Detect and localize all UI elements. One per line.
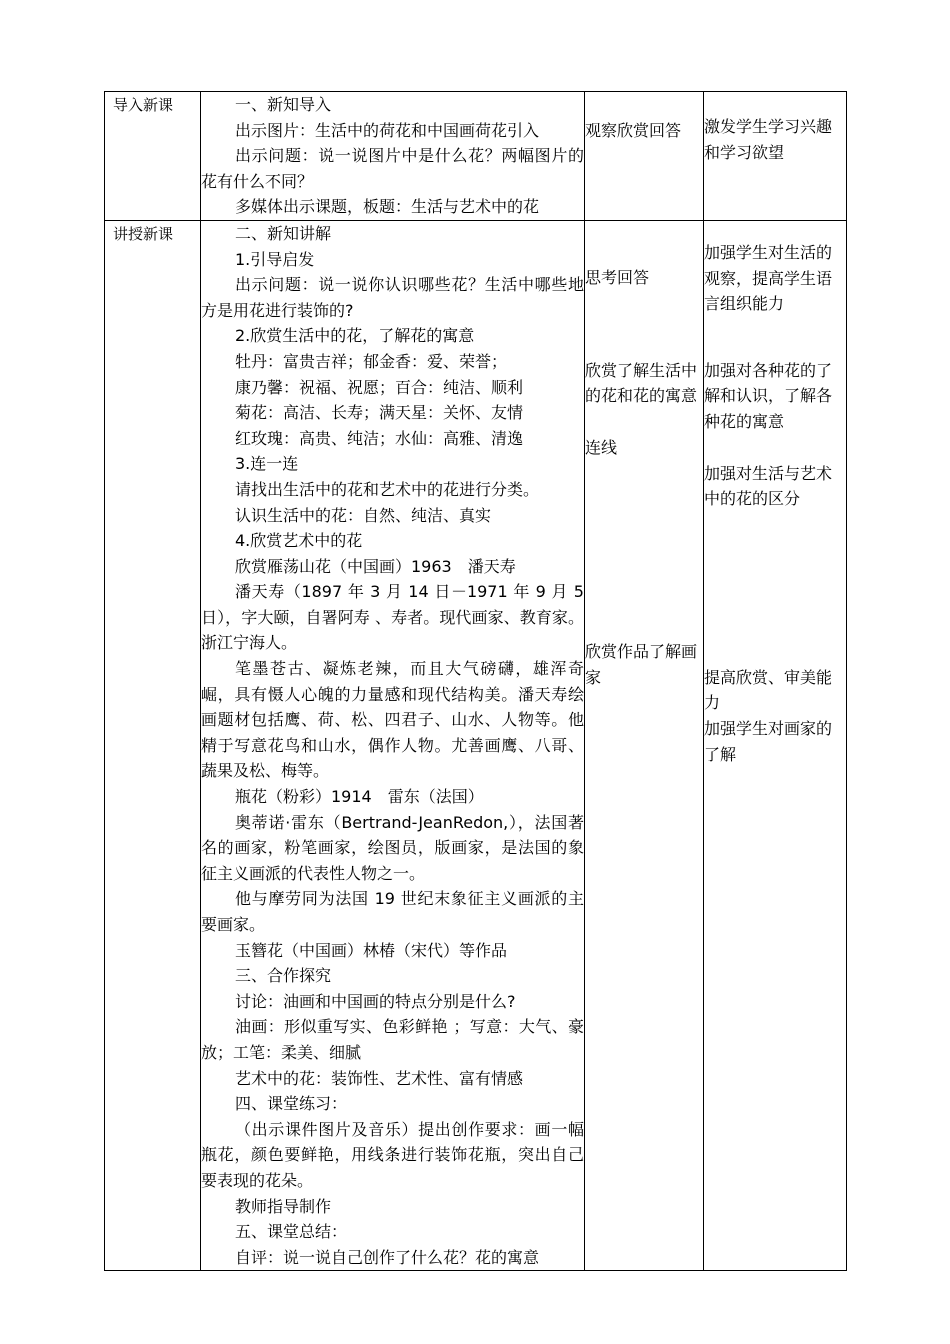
stage-cell bbox=[105, 220, 201, 1270]
content-line: 康乃馨：祝福、祝愿；百合：纯洁、顺利 bbox=[235, 377, 524, 397]
content-line: 一、新知导入 bbox=[235, 95, 332, 114]
content-paragraph: 奥蒂诺·雷东（Bertrand-JeanRedon,），法国著名的画家，粉笔画家，绘图员，版画家，是法国的象征主义画派的代表性人物之一。 bbox=[201, 812, 584, 883]
stage-label: 导入新课 bbox=[113, 96, 174, 114]
content-line: 4.欣赏艺术中的花 bbox=[235, 531, 363, 551]
content-line: 3.连一连 bbox=[235, 454, 299, 474]
content-line: 1.引导启发 bbox=[235, 249, 315, 269]
content-line: 四、课堂练习： bbox=[235, 1094, 348, 1114]
content-line: 出示图片：生活中的荷花和中国画荷花引入 bbox=[235, 120, 540, 140]
content-paragraph: 出示问题：说一说图片中是什么花？两幅图片的花有什么不同？ bbox=[201, 146, 584, 191]
content-line: 欣赏雁荡山花（中国画）1963 潘天寿 bbox=[235, 556, 516, 576]
design-purpose-text: 加强对生活与艺术中的花的区分 bbox=[704, 463, 833, 509]
content-paragraph: 出示问题：说一说你认识哪些花？生活中哪些地方是用花进行装饰的? bbox=[201, 275, 584, 320]
design-purpose-text: 激发学生学习兴趣和学习欲望 bbox=[704, 117, 833, 162]
content-line: 二、新知讲解 bbox=[235, 223, 332, 243]
content-line: 玉簪花（中国画）林椿（宋代）等作品 bbox=[235, 940, 508, 960]
content-line: 五、课堂总结： bbox=[235, 1222, 348, 1242]
student-activity-cell bbox=[585, 92, 704, 221]
design-purpose-text: 加强学生对生活的观察，提高学生语言组织能力 bbox=[704, 242, 833, 314]
design-purpose-text: 加强学生对画家的了解 bbox=[704, 718, 833, 764]
content-paragraph: 油画：形似重写实、色彩鲜艳 ；写意：大气、豪放；工笔：柔美、细腻 bbox=[201, 1017, 584, 1062]
content-line: 红玫瑰：高贵、纯洁；水仙：高雅、清逸 bbox=[235, 428, 524, 448]
student-activity-text: 欣赏了解生活中的花和花的寓意 bbox=[585, 360, 698, 406]
design-purpose-text: 加强对各种花的了解和认识，了解各种花的寓意 bbox=[704, 360, 833, 431]
stage-label: 讲授新课 bbox=[113, 224, 174, 243]
content-paragraph: 潘天寿（1897 年 3 月 14 日－1971 年 9 月 5 日），字大颐，自署阿寿 、寿者。现代画家、教育家。浙江宁海人。 bbox=[201, 582, 584, 653]
content-line: 菊花：高洁、长寿；满天星：关怀、友情 bbox=[235, 403, 524, 423]
content-line: 认识生活中的花：自然、纯洁、真实 bbox=[235, 505, 492, 525]
content-line: 讨论：油画和中国画的特点分别是什么? bbox=[235, 991, 516, 1011]
content-line: 请找出生活中的花和艺术中的花进行分类。 bbox=[235, 479, 540, 499]
lesson-plan-table bbox=[104, 91, 847, 1271]
content-line: 教师指导制作 bbox=[235, 1196, 332, 1216]
content-paragraph: 笔墨苍古、凝炼老辣，而且大气磅礴，雄浑奇崛，具有慑人心魄的力量感和现代结构美。潘天寿绘画题材包括鹰、荷、松、四君子、山水、人物等。他精于写意花鸟和山水，偶作人物。尤善画鹰、八哥、蔬果及松、梅等。 bbox=[201, 659, 584, 781]
content-cell bbox=[201, 220, 585, 1270]
student-activity-text: 欣赏作品了解画家 bbox=[585, 642, 698, 687]
content-line: 2.欣赏生活中的花，了解花的寓意 bbox=[235, 326, 475, 346]
student-activity-text: 连线 bbox=[585, 437, 618, 457]
design-purpose-cell bbox=[704, 220, 847, 1270]
content-line: 自评：说一说自己创作了什么花？花的寓意 bbox=[235, 1247, 540, 1267]
content-paragraph: （出示课件图片及音乐）提出创作要求：画一幅瓶花，颜色要鲜艳，用线条进行装饰花瓶，突出自己要表现的花朵。 bbox=[201, 1119, 584, 1190]
design-purpose-text: 提高欣赏、审美能力 bbox=[704, 667, 833, 713]
content-line: 瓶花（粉彩）1914 雷东（法国） bbox=[235, 787, 484, 807]
intro-row bbox=[105, 92, 847, 221]
content-line: 艺术中的花：装饰性、艺术性、富有情感 bbox=[235, 1068, 524, 1088]
student-activity-cell bbox=[585, 220, 704, 1270]
content-line: 牡丹：富贵吉祥；郁金香：爱、荣誉； bbox=[235, 351, 508, 371]
student-activity-text: 观察欣赏回答 bbox=[585, 121, 682, 140]
content-line: 三、合作探究 bbox=[235, 966, 332, 986]
content-cell bbox=[201, 92, 585, 221]
stage-cell bbox=[105, 92, 201, 221]
content-paragraph: 他与摩劳同为法国 19 世纪末象征主义画派的主要画家。 bbox=[201, 889, 584, 934]
design-purpose-cell bbox=[704, 92, 847, 221]
student-activity-text: 思考回答 bbox=[585, 267, 650, 287]
content-line: 多媒体出示课题，板题：生活与艺术中的花 bbox=[235, 197, 540, 217]
teaching-row bbox=[105, 220, 847, 1270]
